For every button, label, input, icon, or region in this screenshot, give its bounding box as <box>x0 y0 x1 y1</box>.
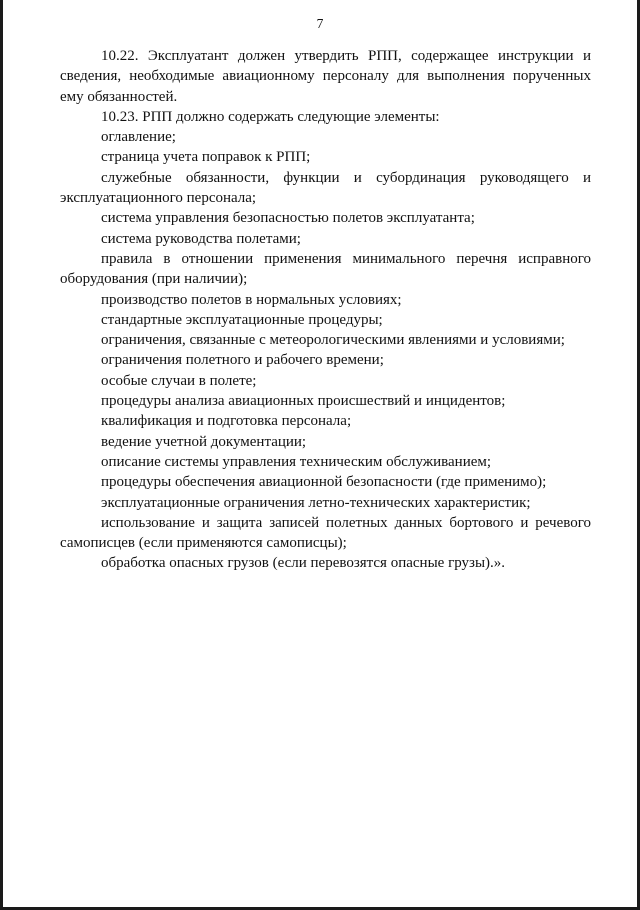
list-item: правила в отношении применения минимального перечня исправного оборудования (при наличии); <box>60 250 591 288</box>
list-item: описание системы управления техническим обслуживанием; <box>101 453 492 470</box>
list-item: особые случаи в полете; <box>101 372 257 389</box>
list-item: ведение учетной документации; <box>101 433 307 450</box>
list-item: система управления безопасностью полетов эксплуатанта; <box>101 210 475 227</box>
scan-edge-left <box>0 0 3 910</box>
list-item: обработка опасных грузов (если перевозятся опасные грузы).». <box>101 555 506 572</box>
paragraph-10-23: 10.23. РПП должно содержать следующие элементы: <box>101 108 440 125</box>
list-item: система руководства полетами; <box>101 230 301 247</box>
list-item: процедуры обеспечения авиационной безопасности (где применимо); <box>101 474 547 491</box>
list-item: использование и защита записей полетных данных бортового и речевого самописцев (если применяются самописцы); <box>60 514 591 552</box>
document-body <box>60 46 591 574</box>
list-item: ограничения, связанные с метеорологическими явлениями и условиями; <box>101 332 565 349</box>
page-number: 7 <box>316 16 324 31</box>
list-item: процедуры анализа авиационных происшествий и инцидентов; <box>101 393 506 410</box>
list-item: стандартные эксплуатационные процедуры; <box>101 311 383 328</box>
list-item: оглавление; <box>101 129 176 146</box>
list-item: страница учета поправок к РПП; <box>101 149 311 166</box>
list-item: производство полетов в нормальных условиях; <box>101 291 402 308</box>
list-item: служебные обязанности, функции и субординация руководящего и эксплуатационного персонала; <box>60 169 591 207</box>
list-item: эксплуатационные ограничения летно-технических характеристик; <box>101 494 531 511</box>
paragraph-10-22: 10.22. Эксплуатант должен утвердить РПП, содержащее инструкции и сведения, необходимые авиационному персоналу для выполнения порученных ему обязанностей. <box>60 48 591 105</box>
list-item: квалификация и подготовка персонала; <box>101 413 352 430</box>
list-item: ограничения полетного и рабочего времени; <box>101 352 384 369</box>
